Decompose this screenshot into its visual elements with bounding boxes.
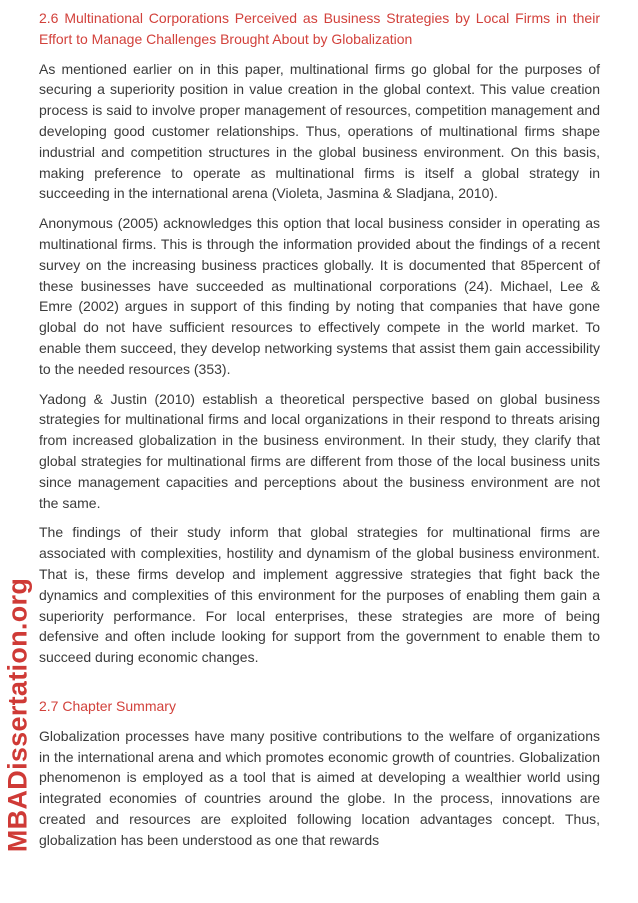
section-heading-2-6: 2.6 Multinational Corporations Perceived as Business Strategies by Local Firms in their Effort to Manage Challenges Brought About by Globalization: [39, 10, 600, 47]
paragraph: Yadong & Justin (2010) establish a theoretical perspective based on global business strategies for multinational firms and local organizations in their respond to threats arising from increased globalization in the business environment. In their study, they clarify that global strategies for multinational firms are different from those of the local business units since management capacities and perceptions about the business environment are not the same.: [39, 390, 600, 511]
paragraph: Anonymous (2005) acknowledges this option that local business consider in operating as multinational firms. This is through the information provided about the findings of a recent survey on the increasing business practices globally. It is documented that 85percent of these businesses have succeeded as multinational corporations (24). Michael, Lee & Emre (2002) argues in support of this finding by noting that companies that have gone global do not have sufficient resources to effectively compete in the world market. To enable them succeed, they develop networking systems that assist them gain accessibility to the needed resources (353).: [39, 215, 600, 377]
watermark-text: MBADissertation.org: [2, 577, 33, 853]
document-page: [39, 8, 600, 850]
section-heading-2-7: 2.7 Chapter Summary: [39, 697, 176, 714]
paragraph: As mentioned earlier on in this paper, multinational firms go global for the purposes of securing a superiority position in value creation in the global context. This value creation process is said to involve proper management of resources, competition management and developing good customer relationships. Thus, operations of multinational firms shape industrial and competition structures in the global business environment. On this basis, making preference to operate as multinational firms is itself a global strategy in succeeding in the international arena (Violeta, Jasmina & Sladjana, 2010).: [39, 60, 600, 202]
paragraph: The findings of their study inform that global strategies for multinational firms are associated with complexities, hostility and dynamism of the global business environment. That is, these firms develop and implement aggressive strategies that fight back the dynamics and complexities of this environment for the purposes of enabling them gain a superiority performance. For local enterprises, these strategies are more of being defensive and often include looking for support from the government to enable them to succeed during economic changes.: [39, 524, 600, 666]
paragraph: Globalization processes have many positive contributions to the welfare of organizations in the international arena and which promotes economic growth of countries. Globalization phenomenon is employed as a tool that is aimed at developing a wealthier world using integrated economies of countries around the globe. In the process, innovations are created and resources are exploited following location advantages concept. Thus, globalization has been understood as one that rewards: [39, 727, 600, 848]
watermark-sidebar: [0, 0, 36, 903]
